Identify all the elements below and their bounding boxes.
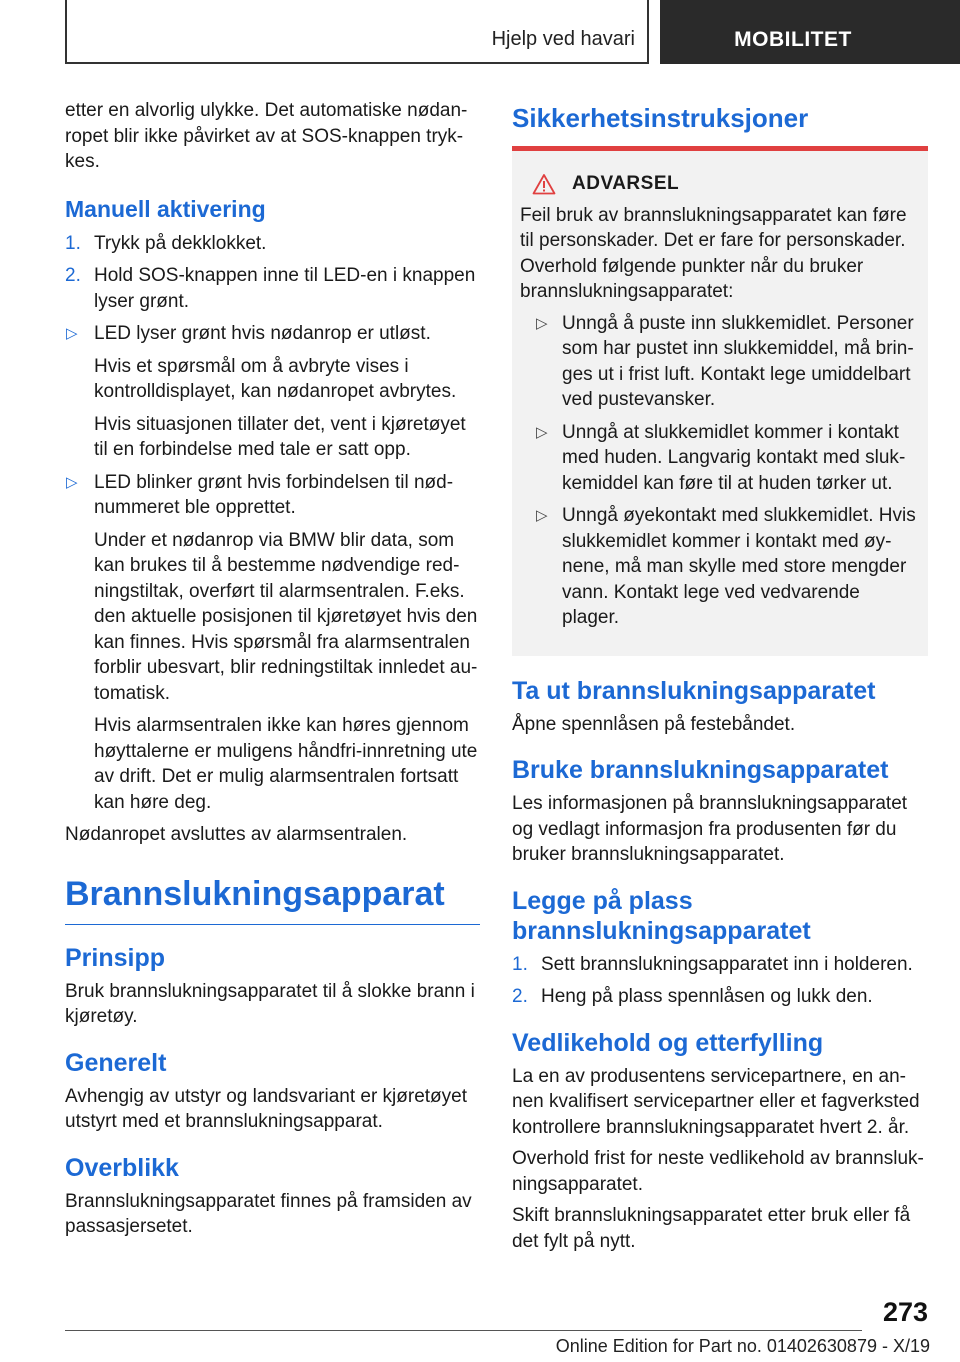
bullet-text: LED lyser grønt hvis nødanrop er utløst. (94, 323, 431, 344)
bullet-continuation: Under et nødanrop via BMW blir data, som kan brukes til å bestemme nødvendige redningstiltak, overført til alarmsentralen. F.eks. den aktuelle posisjonen til kjøretøyet hvis den kan finnes. Hvis spørsmål fra alarmsentralen forblir ubesvart, blir redningstiltak innledet automatisk. (94, 529, 478, 704)
principle-heading: Prinsipp (65, 943, 166, 972)
safety-heading: Sikkerhetsinstruksjoner (512, 102, 928, 151)
bullet-text: LED blinker grønt hvis forbindelsen til nødnummeret ble opprettet. (94, 471, 454, 518)
warning-item-text: Unngå at slukkemidlet kommer i kontakt med huden. Langvarig kontakt med slukkemiddel kan føre til at huden tørker ut. (562, 421, 906, 494)
warning-item-text: Unngå å puste inn slukkemidlet. Personer som har pustet inn slukkemiddel, må bringes ut i frist luft. Kontakt lege umiddelbart ved pustevansker. (562, 312, 914, 410)
header-chapter-title: MOBILITET (734, 28, 852, 51)
warning-header (520, 171, 920, 197)
list-item (526, 503, 920, 631)
list-item (526, 311, 920, 413)
remove-heading: Ta ut brannslukningsapparatet (512, 676, 876, 705)
list-item (65, 231, 480, 257)
manual-heading: Manuell aktivering (65, 195, 266, 222)
triangle-right-icon: ▷ (536, 507, 548, 524)
header-section-box (65, 0, 649, 64)
footer-divider (65, 1330, 862, 1331)
end-text: Nødanropet avsluttes av alarmsentralen. (65, 824, 408, 845)
use-text: Les informasjonen på brannslukningsapparatet og vedlagt informasjon fra produsenten før du bruker brannslukningsapparatet. (512, 793, 908, 865)
step-number: 2. (65, 265, 81, 286)
remove-text: Åpne spennlåsen på festebåndet. (512, 713, 796, 735)
triangle-right-icon: ▷ (536, 423, 548, 441)
step-number: 2. (512, 986, 528, 1007)
step-text: Hold SOS-knappen inne til LED-en i knappen lyser grønt. (94, 265, 476, 312)
warning-text: Feil bruk av brannslukningsapparatet kan føre til personskader. Det er fare for personskader. Overhold følgende punkter når du bruker brannslukningsapparatet: (520, 204, 907, 302)
footer-edition: Online Edition for Part no. 01402630879 - X/19 (555, 1336, 930, 1356)
warning-item-text: Unngå øyekontakt med slukkemidlet. Hvis slukkemidlet kommer i kontakt med øynene, må man skylle med store mengder vann. Kontakt lege ved vedvarende plager. (562, 505, 916, 628)
maintenance-text-3: Skift brannslukningsapparatet etter bruk eller få det fylt på nytt. (512, 1205, 911, 1252)
step-text: Heng på plass spennlåsen og lukk den. (541, 986, 873, 1007)
general-heading: Generelt (65, 1048, 167, 1077)
store-heading: Legge på plass brannslukningsapparatet (512, 886, 811, 945)
header-section-title: Hjelp ved havari (491, 28, 635, 50)
triangle-right-icon: ▷ (536, 314, 548, 332)
step-number: 1. (65, 232, 81, 254)
overview-text: Brannslukningsapparatet finnes på framsiden av passasjersetet. (65, 1190, 472, 1237)
list-item (65, 263, 480, 314)
step-text: Trykk på dekklokket. (94, 232, 267, 254)
list-item (65, 470, 480, 521)
list-item (512, 984, 928, 1010)
warning-box (512, 151, 928, 656)
header-chapter-box (660, 0, 960, 64)
list-item (526, 420, 920, 497)
list-item (65, 321, 480, 347)
triangle-right-icon: ▷ (66, 325, 78, 342)
chapter-title: Brannslukningsapparat (65, 874, 480, 925)
triangle-right-icon: ▷ (66, 473, 78, 491)
step-number: 1. (512, 953, 528, 975)
list-item (512, 952, 928, 978)
general-text: Avhengig av utstyr og landsvariant er kjøretøyet utstyrt med et brannslukningsapparat. (65, 1085, 468, 1132)
maintenance-heading: Vedlikehold og etterfylling (512, 1028, 824, 1057)
left-column (65, 98, 480, 1246)
warning-triangle-icon (532, 173, 556, 195)
intro-text: etter en alvorlig ulykke. Det automatiske nødanropet blir ikke påvirket av at SOS-knappen trykkes. (65, 100, 468, 172)
warning-title: ADVARSEL (572, 173, 680, 194)
right-column (512, 98, 928, 1260)
bullet-continuation: Hvis et spørsmål om å avbryte vises i kontrolldisplayet, kan nødanropet avbrytes. (94, 355, 457, 402)
maintenance-text-2: Overhold frist for neste vedlikehold av brannslukningsapparatet. (512, 1148, 924, 1195)
maintenance-text-1: La en av produsentens servicepartnere, en annen kvalifisert servicepartner eller et fagverksted kontrollere brannslukningsapparatet hvert 2. år. (512, 1065, 920, 1138)
overview-heading: Overblikk (65, 1153, 179, 1182)
bullet-continuation: Hvis situasjonen tillater det, vent i kjøretøyet til en forbindelse med tale er satt opp. (94, 413, 466, 460)
bullet-continuation: Hvis alarmsentralen ikke kan høres gjennom høyttalerne er muligens håndfri-innretning ute av drift. Det er mulig alarmsentralen fortsatt kan høre deg. (94, 715, 478, 813)
use-heading: Bruke brannslukningsapparatet (512, 756, 889, 784)
page-number: 273 (882, 1297, 928, 1327)
step-text: Sett brannslukningsapparatet inn i holderen. (541, 953, 913, 975)
principle-text: Bruk brannslukningsapparatet til å slokke brann i kjøretøy. (65, 980, 475, 1027)
